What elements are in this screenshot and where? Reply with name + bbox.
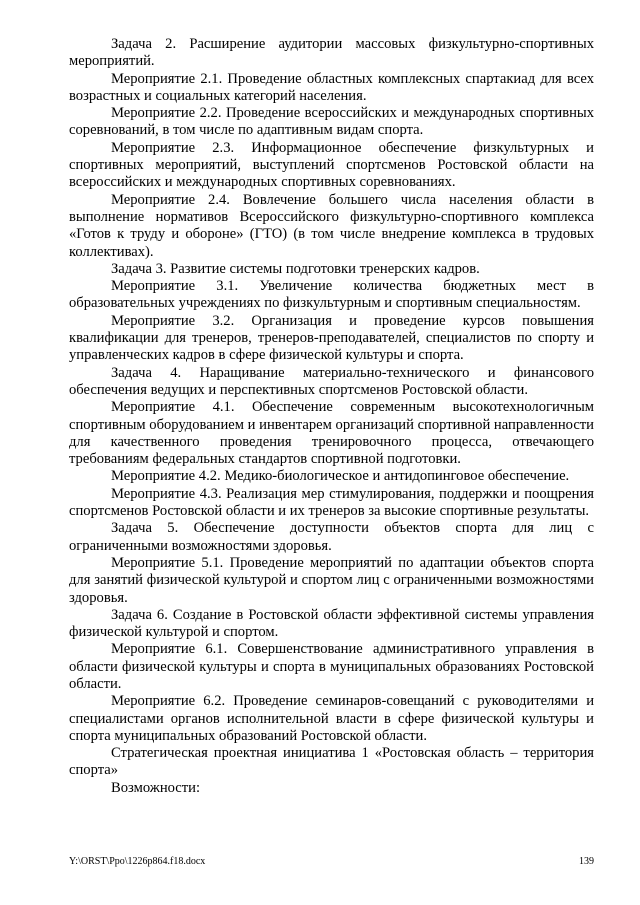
paragraph-measure-2-4: Мероприятие 2.4. Вовлечение большего числа населения области в выполнение нормативов Всероссийского физкультурно-спортивного комплекса «Готов к труду и обороне» (ГТО) (в том числе внедрение комплекса в трудовых коллективах).	[69, 191, 594, 260]
footer-page-number: 139	[579, 856, 594, 867]
paragraph-task-2: Задача 2. Расширение аудитории массовых физкультурно-спортивных мероприятий.	[69, 36, 594, 70]
paragraph-task-3: Задача 3. Развитие системы подготовки тренерских кадров.	[111, 260, 480, 277]
paragraph-task-5: Задача 5. Обеспечение доступности объектов спорта для лиц с ограниченными возможностями здоровья.	[69, 520, 594, 554]
paragraph-measure-2-3: Мероприятие 2.3. Информационное обеспечение физкультурных и спортивных мероприятий, выступлений спортсменов Ростовской области на всероссийских и международных спортивных соревнованиях.	[69, 139, 594, 191]
paragraph-measure-6-1: Мероприятие 6.1. Совершенствование административного управления в области физической культуры и спорта в муниципальных образованиях Ростовской области.	[69, 641, 594, 692]
paragraph-measure-4-2: Мероприятие 4.2. Медико-биологическое и антидопинговое обеспечение.	[111, 468, 570, 485]
paragraph-measure-6-2: Мероприятие 6.2. Проведение семинаров-совещаний с руководителями и специалистами органов исполнительной власти в сфере физической культуры и спорта муниципальных образований Ростовской области.	[69, 693, 594, 744]
paragraph-measure-2-1: Мероприятие 2.1. Проведение областных комплексных спартакиад для всех возрастных и социальных категорий населения.	[69, 70, 594, 104]
paragraph-measure-4-1: Мероприятие 4.1. Обеспечение современным высокотехнологичным спортивным оборудованием и инвентарем организаций спортивной направленности для качественного проведения тренировочного процесса, отвечающего требованиям федеральных стандартов спортивной подготовки.	[69, 399, 594, 468]
document-body	[69, 36, 594, 797]
paragraph-measure-5-1: Мероприятие 5.1. Проведение мероприятий по адаптации объектов спорта для занятий физической культурой и спортом лиц с ограниченными возможностями здоровья.	[69, 554, 594, 606]
paragraph-strategic-initiative-1: Стратегическая проектная инициатива 1 «Ростовская область – территория спорта»	[69, 745, 594, 779]
paragraph-task-4: Задача 4. Наращивание материально-технического и финансового обеспечения ведущих и перспективных спортсменов Ростовской области.	[69, 364, 594, 398]
paragraph-opportunities-heading: Возможности:	[111, 779, 201, 796]
paragraph-measure-3-1: Мероприятие 3.1. Увеличение количества бюджетных мест в образовательных учреждениях по физкультурным и спортивным специальностям.	[69, 278, 594, 312]
paragraph-measure-4-3: Мероприятие 4.3. Реализация мер стимулирования, поддержки и поощрения спортсменов Ростовской области и их тренеров за высокие спортивные результаты.	[69, 485, 594, 520]
paragraph-measure-2-2: Мероприятие 2.2. Проведение всероссийских и международных спортивных соревнований, в том числе по адаптивным видам спорта.	[69, 105, 594, 139]
paragraph-task-6: Задача 6. Создание в Ростовской области эффективной системы управления физической культурой и спортом.	[69, 606, 594, 641]
footer-file-path: Y:\ORST\Ppo\1226p864.f18.docx	[69, 856, 206, 867]
paragraph-measure-3-2: Мероприятие 3.2. Организация и проведение курсов повышения квалификации для тренеров, тренеров-преподавателей, специалистов по спорту и управленческих кадров в сфере физической культуры и спорта.	[69, 312, 594, 364]
